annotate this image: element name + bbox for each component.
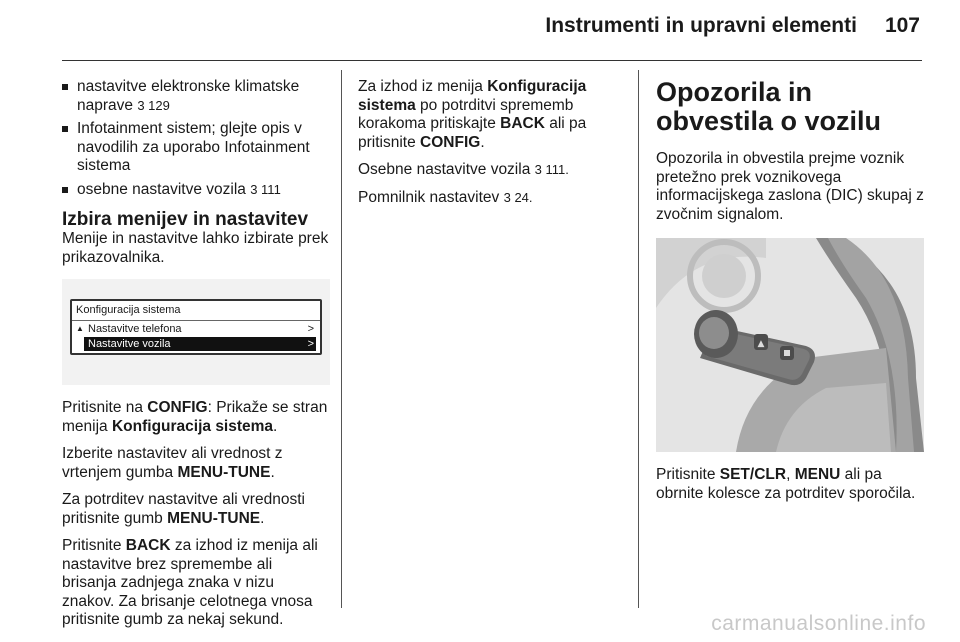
paragraph: Osebne nastavitve vozila 3 111. [358, 161, 569, 178]
steering-stalk-illustration [656, 238, 924, 452]
column-3 [656, 78, 924, 512]
chevron-right-icon: > [307, 323, 314, 335]
list-item: osebne nastavitve vozila 3 111 [62, 181, 330, 200]
list-item: nastavitve elektronske klimatske naprave 3 129 [62, 78, 330, 115]
column-divider [341, 70, 342, 608]
screen-menu-item-selected: Nastavitve vozila > [84, 337, 316, 351]
display-illustration [62, 279, 330, 385]
page-number: 107 [884, 14, 920, 37]
steering-stalk-photo [656, 238, 924, 452]
paragraph: Pritisnite BACK za izhod iz menija ali nastavitve brez spremembe ali brisanja zadnjega znaka v nizu znakov. Za brisanje celotnega vnosa pritisnite gumb za nekaj sekund. [62, 537, 318, 628]
intro-text: Menije in nastavitve lahko izbirate prek prikazovalnika. [62, 230, 329, 266]
column-2 [358, 78, 620, 216]
paragraph: Za potrditev nastavitve ali vrednosti pritisnite gumb MENU-TUNE. [62, 491, 305, 527]
paragraph: Pritisnite SET/CLR, MENU ali pa obrnite kolesce za potrditev sporočila. [656, 466, 916, 502]
page-reference: 3 24. [503, 189, 533, 205]
up-arrow-icon: ▲ [76, 324, 84, 333]
section-heading: Izbira menijev in nastavitev [62, 209, 309, 230]
column-1 [62, 78, 330, 639]
list-item: Infotainment sistem; glejte opis v navodilih za uporabo Infotainment sistema [62, 120, 330, 176]
header-rule [62, 60, 922, 61]
column-divider [638, 70, 639, 608]
header-title: Instrumenti in upravni elementi [545, 14, 857, 37]
screen-menu-item: ▲ Nastavitve telefona > [76, 323, 314, 335]
intro-text: Opozorila in obvestila prejme voznik pretežno prek voznikovega informacijskega zaslona (DIC) skupaj z zvočnim signalom. [656, 150, 924, 223]
page-reference: 3 111 [250, 181, 281, 197]
bullet-list [62, 78, 330, 199]
paragraph: Za izhod iz menija Konfiguracija sistema po potrditvi sprememb korakoma pritiskajte BACK ali pa pritisnite CONFIG. [358, 78, 587, 151]
section-title: Opozorila in obvestila o vozilu [656, 77, 882, 136]
config-screen [70, 299, 322, 355]
page-header [545, 14, 920, 38]
screen-title: Konfiguracija sistema [72, 301, 320, 321]
paragraph: Pomnilnik nastavitev 3 24. [358, 188, 533, 206]
watermark: carmanualsonline.info [711, 612, 926, 635]
chevron-right-icon: > [307, 338, 314, 350]
page-reference: 3 111. [534, 162, 569, 177]
svg-text:▲: ▲ [757, 339, 765, 349]
paragraph: Pritisnite na CONFIG: Prikaže se stran menija Konfiguracija sistema. [62, 399, 328, 435]
page-reference: 3 129 [137, 97, 170, 113]
paragraph: Izberite nastavitev ali vrednost z vrtenjem gumba MENU-TUNE. [62, 445, 283, 481]
